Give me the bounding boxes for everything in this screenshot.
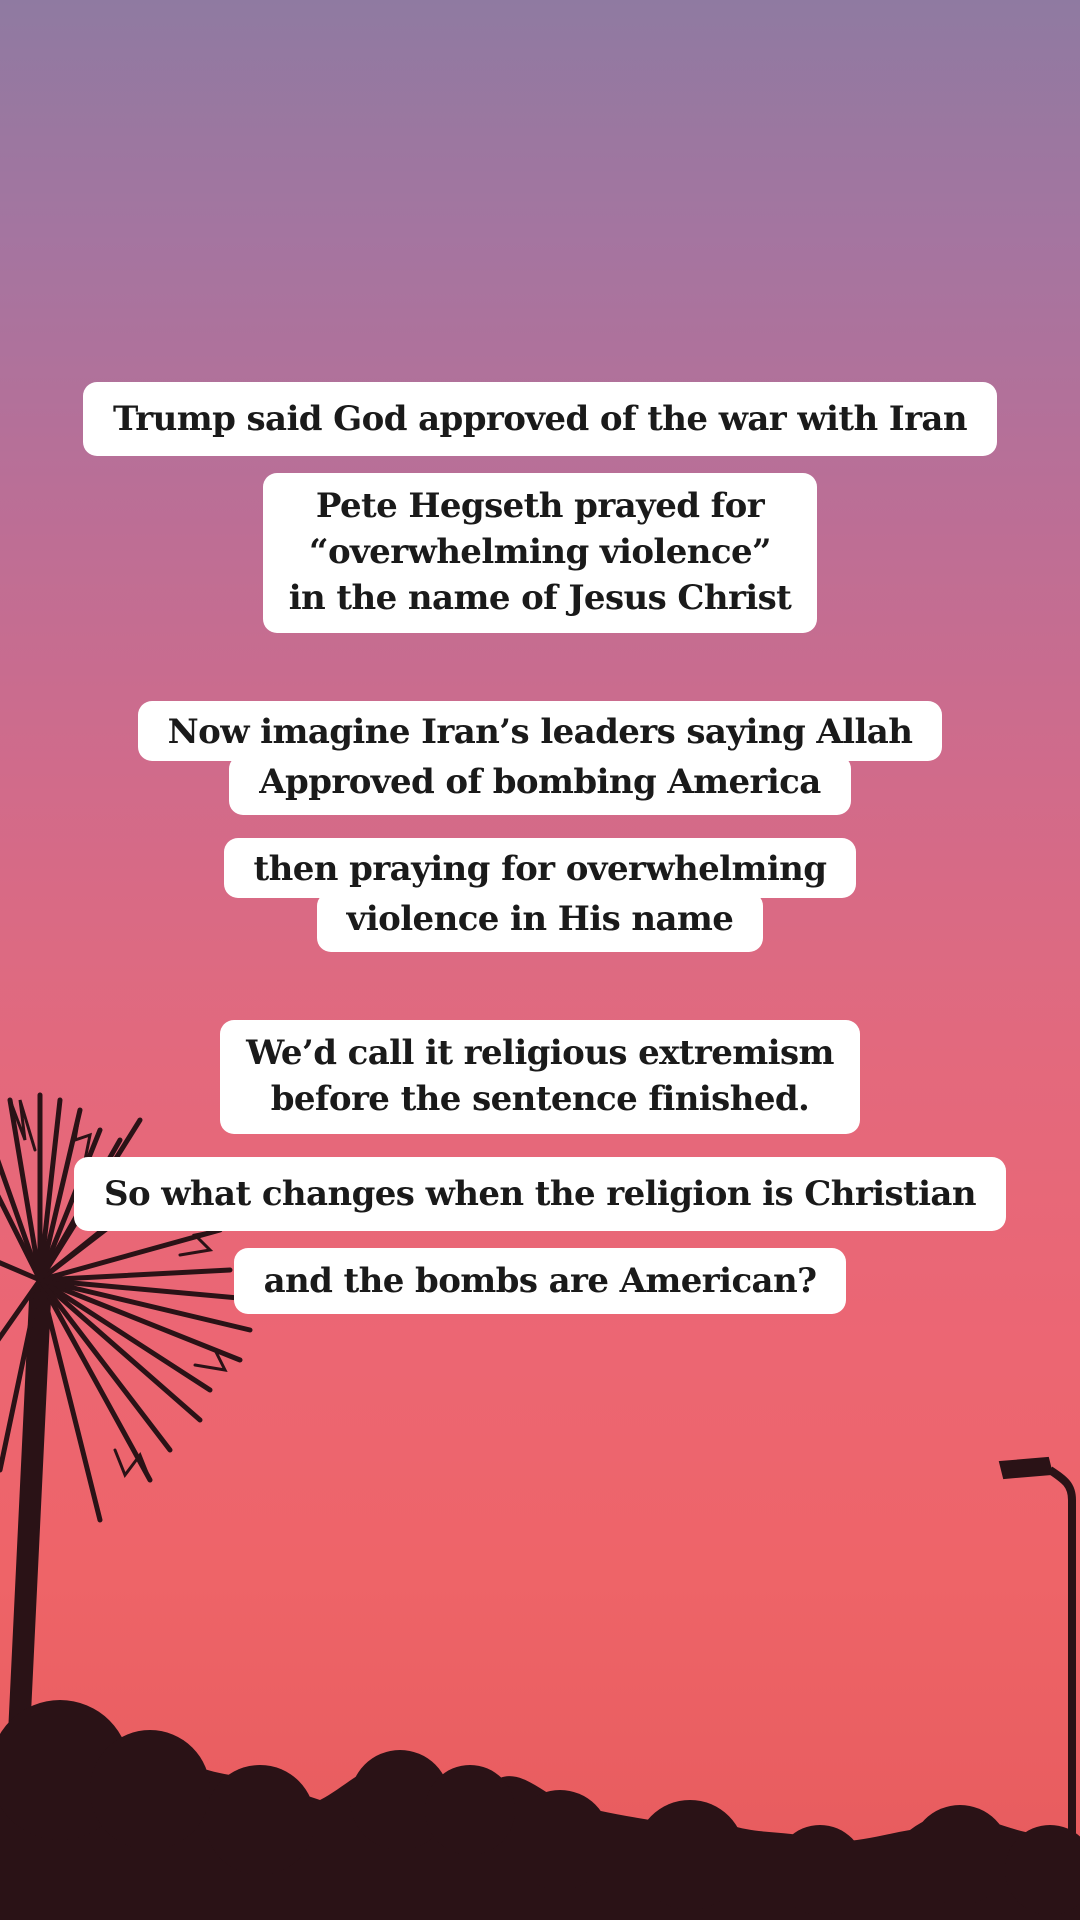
caption-line: Trump said God approved of the war with Iran: [83, 382, 997, 456]
caption-block: [220, 1020, 860, 1134]
caption-line: before the sentence finished.: [270, 1079, 810, 1119]
caption-hegseth: [0, 473, 1080, 633]
caption-what-changes: [0, 1157, 1080, 1231]
caption-line: We’d call it religious extremism: [246, 1033, 834, 1073]
caption-block: [263, 473, 818, 633]
caption-line: Pete Hegseth prayed for: [315, 486, 765, 526]
caption-line: and the bombs are American?: [234, 1248, 847, 1314]
caption-line: So what changes when the religion is Christian: [74, 1157, 1006, 1231]
caption-line: Approved of bombing America: [229, 755, 850, 815]
caption-line: “overwhelming violence”: [308, 532, 771, 572]
caption-line: Now imagine Iran’s leaders saying Allah: [138, 701, 943, 761]
caption-line: then praying for overwhelming: [224, 838, 857, 898]
caption-bombs-american: [0, 1248, 1080, 1314]
caption-extremism: [0, 1020, 1080, 1134]
caption-line: violence in His name: [317, 892, 764, 952]
caption-praying: [0, 838, 1080, 952]
caption-line: in the name of Jesus Christ: [288, 578, 792, 618]
caption-trump: [0, 382, 1080, 456]
caption-imagine-iran: [0, 701, 1080, 815]
